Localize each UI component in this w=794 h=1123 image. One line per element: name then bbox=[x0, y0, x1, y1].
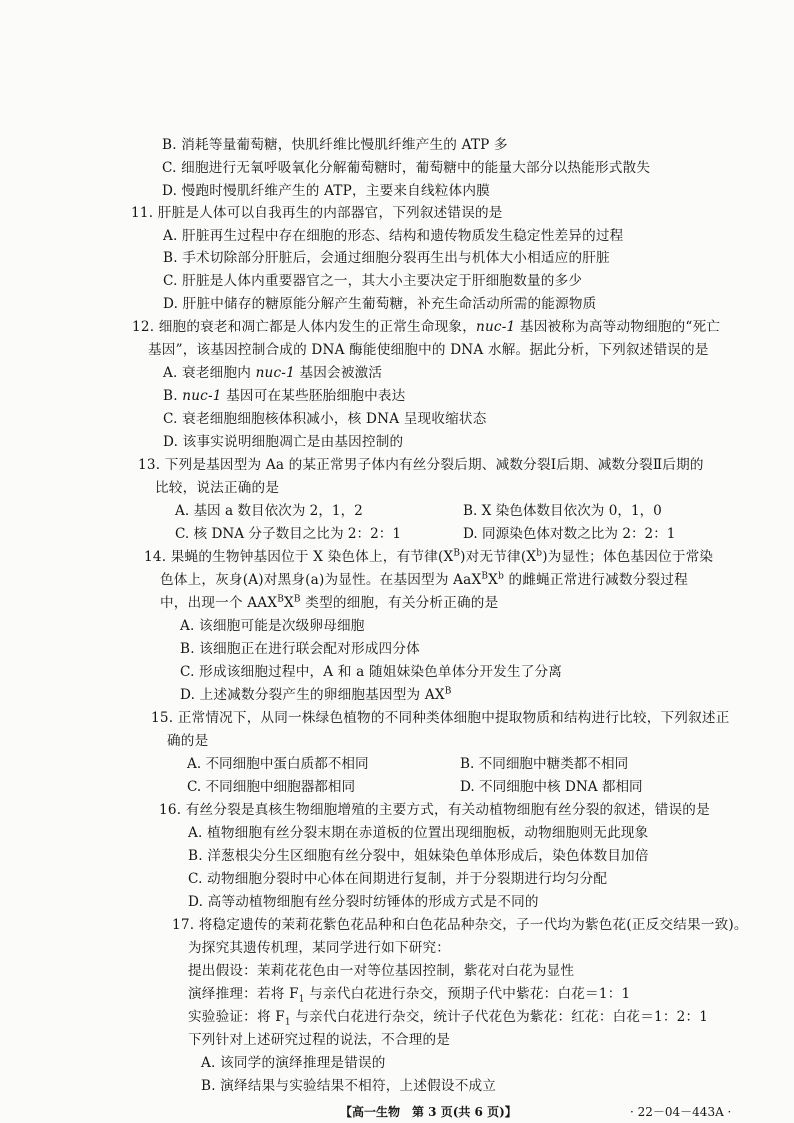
q14-option-c: C. 形成该细胞过程中，A 和 a 随姐妹染色单体分开发生了分离 bbox=[180, 664, 563, 680]
q11-option-a: A. 肝脏再生过程中存在细胞的形态、结构和遗传物质发生稳定性差异的过程 bbox=[163, 228, 624, 244]
q13-option-a: A. 基因 a 数目依次为 2，1，2 bbox=[175, 503, 363, 519]
q15-option-c: C. 不同细胞中细胞器都相同 bbox=[187, 779, 356, 795]
q15-option-b: B. 不同细胞中糖类都不相同 bbox=[460, 756, 629, 772]
q14-stem-line3: 中，出现一个 $AAX^BX^B$ 类型的细胞，有关分析正确的是 bbox=[160, 594, 499, 611]
q12-stem-line2: 基因”，该基因控制合成的 DNA 酶能使细胞中的 DNA 水解。据此分析，下列叙述错误的是 bbox=[148, 342, 709, 358]
q13-option-d: D. 同源染色体对数之比为 2：2：1 bbox=[463, 526, 676, 542]
q14-stem-line1: 14. 果蝇的生物钟基因位于 X 染色体上，有节律$(X^B)$对无节律$(X^b)$为显性；体色基因位于常染 bbox=[144, 548, 714, 565]
q13-stem-line1: 13. 下列是基因型为 Aa 的某正常男子体内有丝分裂后期、减数分裂Ⅰ后期、减数分裂Ⅱ后期的 bbox=[138, 457, 704, 473]
q10-option-c: C. 细胞进行无氧呼吸氧化分解葡萄糖时，葡萄糖中的能量大部分以热能形式散失 bbox=[162, 160, 651, 176]
q16-option-a: A. 植物细胞有丝分裂末期在赤道板的位置出现细胞板，动物细胞则无此现象 bbox=[188, 825, 649, 841]
q17-verification: 实验验证：将 $F_1$ 与亲代白花进行杂交，统计子代花色为紫花：红花：白花＝1：2：1 bbox=[188, 1009, 709, 1028]
q11-option-b: B. 手术切除部分肝脏后，会通过细胞分裂再生出与机体大小相适应的肝脏 bbox=[163, 250, 610, 266]
q16-stem: 16. 有丝分裂是真核生物细胞增殖的主要方式，有关动植物细胞有丝分裂的叙述，错误的是 bbox=[159, 802, 710, 818]
q11-stem: 11. 肝脏是人体可以自我再生的内部器官，下列叙述错误的是 bbox=[131, 205, 503, 221]
q17-ask: 下列针对上述研究过程的说法，不合理的是 bbox=[188, 1032, 451, 1048]
q17-option-a: A. 该同学的演绎推理是错误的 bbox=[201, 1055, 386, 1071]
q15-stem-line1: 15. 正常情况下，从同一株绿色植物的不同种类体细胞中提取物质和结构进行比较，下列叙述正 bbox=[151, 710, 730, 726]
q11-option-c: C. 肝脏是人体内重要器官之一，其大小主要决定于肝细胞数量的多少 bbox=[163, 273, 583, 289]
q17-stem-line1: 17. 将稳定遗传的茉莉花紫色花品种和白色花品种杂交，子一代均为紫色花(正反交结果一致)。 bbox=[172, 917, 748, 933]
q12-option-d: D. 该事实说明细胞凋亡是由基因控制的 bbox=[163, 434, 404, 450]
q17-deduction: 演绎推理：若将 $F_1$ 与亲代白花进行杂交，预期子代中紫花：白花＝1：1 bbox=[188, 986, 631, 1005]
q14-option-b: B. 该细胞正在进行联会配对形成四分体 bbox=[180, 641, 420, 657]
page-footer-title: 【高一生物 第 3 页(共 6 页)】 bbox=[340, 1105, 517, 1119]
page-footer-code: · 22－04－443A · bbox=[630, 1105, 732, 1119]
q14-stem-line2: 色体上，灰身(A)对黑身(a)为显性。在基因型为 $AaX^BX^b$ 的雌蝇正常进行减数分裂过程 bbox=[160, 571, 688, 588]
q14-option-a: A. 该细胞可能是次级卵母细胞 bbox=[180, 618, 365, 634]
q12-option-a: A. 衰老细胞内 nuc-1 基因会被激活 bbox=[163, 365, 383, 381]
q16-option-d: D. 高等动植物细胞有丝分裂时纺锤体的形成方式是不同的 bbox=[188, 894, 539, 910]
q13-stem-line2: 比较，说法正确的是 bbox=[155, 480, 280, 496]
q15-option-a: A. 不同细胞中蛋白质都不相同 bbox=[187, 756, 369, 772]
gene-name: nuc-1 bbox=[476, 319, 516, 335]
q10-option-d: D. 慢跑时慢肌纤维产生的 ATP，主要来自线粒体内膜 bbox=[162, 183, 490, 199]
q16-option-b: B. 洋葱根尖分生区细胞有丝分裂中，姐妹染色单体形成后，染色体数目加倍 bbox=[188, 848, 649, 864]
q17-stem-line2: 为探究其遗传机理，某同学进行如下研究： bbox=[188, 940, 451, 956]
q10-option-b: B. 消耗等量葡萄糖，快肌纤维比慢肌纤维产生的 ATP 多 bbox=[162, 137, 508, 153]
q16-option-c: C. 动物细胞分裂时中心体在间期进行复制，并于分裂期进行均匀分配 bbox=[188, 871, 608, 887]
q11-option-d: D. 肝脏中储存的糖原能分解产生葡萄糖，补充生命活动所需的能源物质 bbox=[163, 296, 597, 312]
q12-option-b: B. nuc-1 基因可在某些胚胎细胞中表达 bbox=[163, 388, 406, 404]
q17-hypothesis: 提出假设：茉莉花花色由一对等位基因控制，紫花对白花为显性 bbox=[188, 963, 575, 979]
q17-option-b: B. 演绎结果与实验结果不相符，上述假设不成立 bbox=[201, 1078, 497, 1094]
q14-option-d: D. 上述减数分裂产生的卵细胞基因型为 $AX^B$ bbox=[180, 686, 452, 703]
q12-option-c: C. 衰老细胞细胞核体积减小，核 DNA 呈现收缩状态 bbox=[163, 411, 487, 427]
q15-stem-line2: 确的是 bbox=[167, 733, 209, 749]
q13-option-b: B. X 染色体数目依次为 0，1，0 bbox=[463, 503, 662, 519]
q12-stem-line1: 12. 细胞的衰老和凋亡都是人体内发生的正常生命现象，nuc-1 基因被称为高等动物细胞的“死亡 bbox=[132, 319, 721, 335]
q15-option-d: D. 不同细胞中核 DNA 都相同 bbox=[460, 779, 643, 795]
q13-option-c: C. 核 DNA 分子数目之比为 2：2：1 bbox=[175, 526, 402, 542]
